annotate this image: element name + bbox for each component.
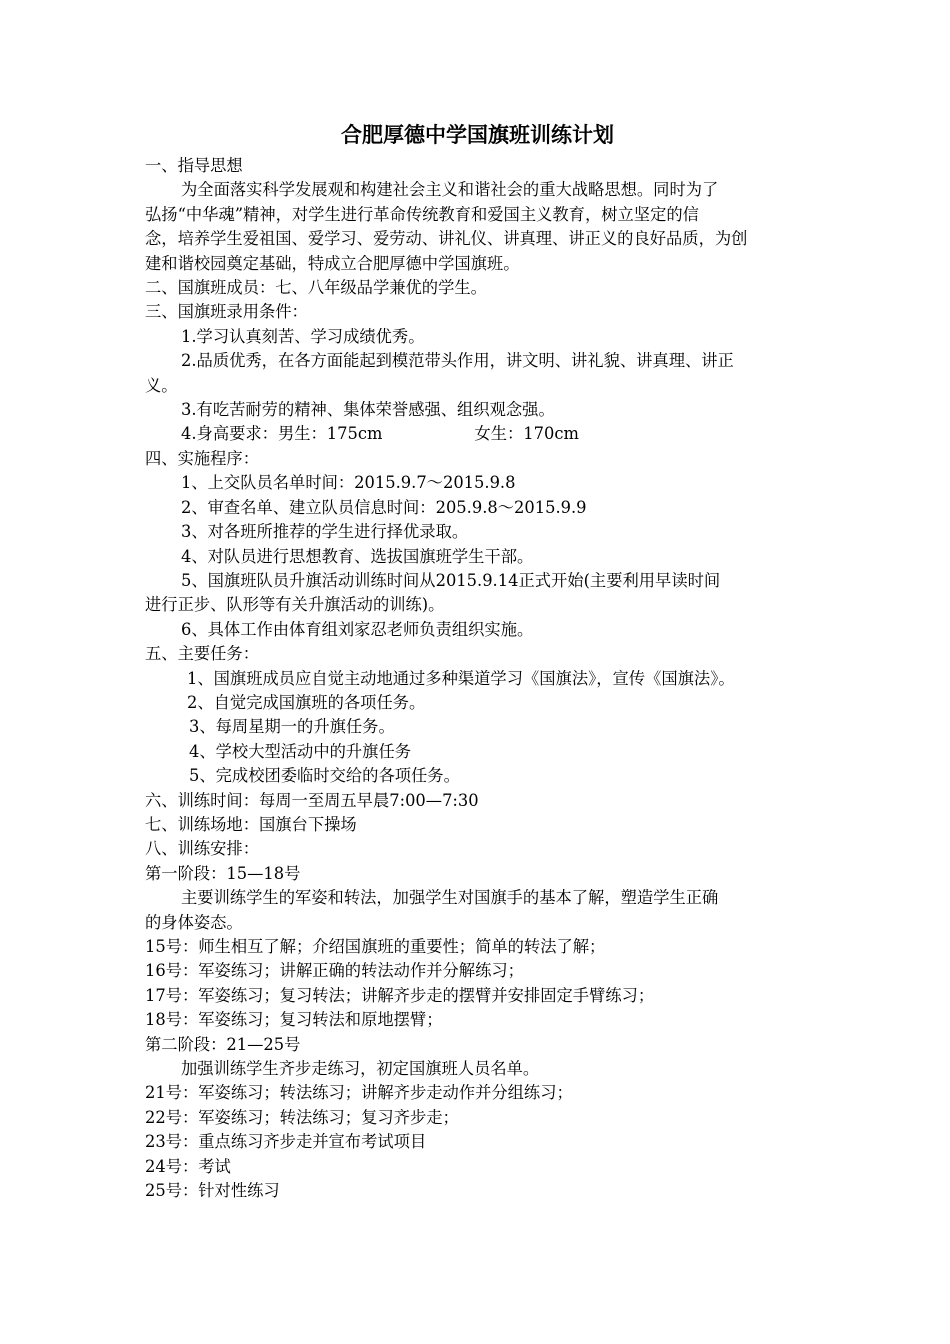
section-6-heading: 六、训练时间：每周一至周五早晨7:00—7:30 [145,790,479,810]
section-8-heading: 八、训练安排： [145,839,259,859]
procedure-item: 6、具体工作由体育组刘家忍老师负责组织实施。 [181,619,534,639]
condition-item-height [145,422,810,446]
procedure-item: 1、上交队员名单时间：2015.9.7～2015.9.8 [181,473,516,493]
schedule-day: 18号：军姿练习；复习转法和原地摆臂； [145,1010,443,1030]
stage-1-description-continued: 的身体姿态。 [145,912,243,932]
stage-1-label: 第一阶段：15—18号 [145,863,301,883]
condition-item: 3.有吃苦耐劳的精神、集体荣誉感强、组织观念强。 [181,400,555,420]
condition-item: 1.学习认真刻苦、学习成绩优秀。 [181,326,425,346]
section-7-heading: 七、训练场地：国旗台下操场 [145,814,357,834]
condition-item-continued: 义。 [145,375,178,395]
schedule-day: 23号：重点练习齐步走并宣布考试项目 [145,1132,427,1152]
schedule-day: 17号：军姿练习；复习转法；讲解齐步走的摆臂并安排固定手臂练习； [145,985,655,1005]
section-3-heading: 三、国旗班录用条件： [145,302,308,322]
guiding-paragraph-line: 建和谐校园奠定基础，特成立合肥厚德中学国旗班。 [145,253,520,273]
procedure-item: 2、审查名单、建立队员信息时间：205.9.8～2015.9.9 [181,497,587,517]
section-1-heading: 一、指导思想 [145,156,243,175]
guiding-paragraph-line: 为全面落实科学发展观和构建社会主义和谐社会的重大战略思想。同时为了 [181,180,719,200]
document-title: 合肥厚德中学国旗班训练计划 [341,123,614,147]
guiding-paragraph-line: 弘扬“中华魂”精神，对学生进行革命传统教育和爱国主义教育，树立坚定的信 [145,204,699,224]
guiding-paragraph-line: 念，培养学生爱祖国、爱学习、爱劳动、讲礼仪、讲真理、讲正义的良好品质，为创 [145,229,748,249]
stage-1-description: 主要训练学生的军姿和转法，加强学生对国旗手的基本了解，塑造学生正确 [181,888,719,908]
task-item: 3、每周星期一的升旗任务。 [189,717,395,737]
section-2-heading: 二、国旗班成员：七、八年级品学兼优的学生。 [145,278,487,298]
height-male: 4.身高要求：男生：175cm [181,424,383,444]
stage-2-label: 第二阶段：21—25号 [145,1034,301,1054]
task-item: 2、自觉完成国旗班的各项任务。 [187,692,426,712]
schedule-day: 22号：军姿练习；转法练习；复习齐步走； [145,1107,459,1127]
condition-item: 2.品质优秀，在各方面能起到模范带头作用，讲文明、讲礼貌、讲真理、讲正 [181,351,734,371]
document-page [145,120,810,1203]
height-female: 女生：170cm [474,424,579,444]
schedule-day: 25号：针对性练习 [145,1181,280,1201]
procedure-item: 4、对队员进行思想教育、选拔国旗班学生干部。 [181,546,534,566]
schedule-day: 15号：师生相互了解；介绍国旗班的重要性；简单的转法了解； [145,937,606,956]
task-item: 4、学校大型活动中的升旗任务 [189,741,412,761]
procedure-item: 5、国旗班队员升旗活动训练时间从2015.9.14正式开始(主要利用早读时间 [181,570,721,590]
procedure-item: 3、对各班所推荐的学生进行择优录取。 [181,522,469,542]
schedule-day: 21号：军姿练习；转法练习；讲解齐步走动作并分组练习； [145,1083,573,1103]
task-item: 5、完成校团委临时交给的各项任务。 [189,766,460,786]
task-item: 1、国旗班成员应自觉主动地通过多种渠道学习《国旗法》，宣传《国旗法》。 [187,668,735,688]
section-5-heading: 五、主要任务： [145,644,259,664]
procedure-item-continued: 进行正步、队形等有关升旗活动的训练)。 [145,595,445,615]
stage-2-description: 加强训练学生齐步走练习，初定国旗班人员名单。 [181,1059,540,1079]
schedule-day: 24号：考试 [145,1156,231,1176]
section-4-heading: 四、实施程序： [145,448,259,468]
schedule-day: 16号：军姿练习；讲解正确的转法动作并分解练习； [145,961,524,981]
